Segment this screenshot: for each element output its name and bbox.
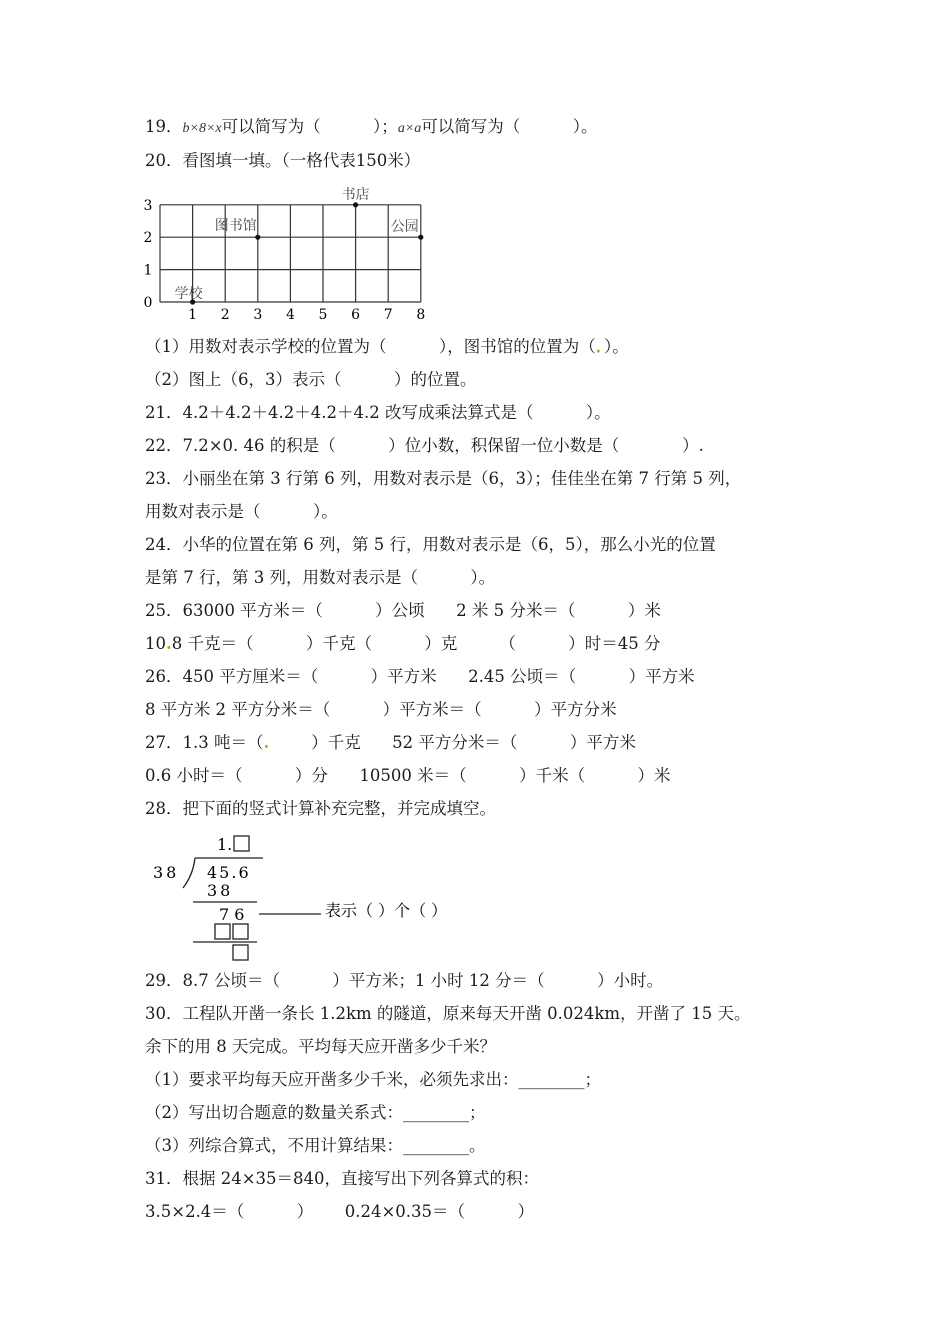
question-23-line2: 用数对表示是（ ）。 [145, 502, 338, 521]
question-26-line1: 26．450 平方厘米＝（ ）平方米 2.45 公顷＝（ ）平方米 [145, 667, 695, 686]
q27-line1-text: ）千克 52 平方分米＝（ ）平方米 [269, 733, 636, 752]
x-tick-label: 8 [416, 307, 426, 323]
q27-line1-mark: . [263, 733, 270, 752]
q19-text-1: 可以简写为（ ）； [221, 117, 398, 136]
q19-text-2: 可以简写为（ ）。 [421, 117, 598, 136]
question-30-sub1: （1）要求平均每天应开凿多少千米，必须先求出：________； [145, 1070, 601, 1089]
place-markers [175, 186, 424, 305]
place-dot [255, 235, 260, 240]
subtract-1: 38 [207, 881, 234, 900]
place-label: 公园 [390, 219, 419, 236]
q20-sub1-end: ）。 [603, 337, 629, 356]
question-27-line1 [145, 732, 636, 754]
x-tick-label: 3 [253, 307, 263, 323]
place-label: 书店 [341, 186, 370, 203]
long-division-diagram [145, 830, 565, 965]
quotient-digits: 1. [217, 835, 233, 854]
question-19 [145, 116, 597, 140]
question-21: 21．4.2＋4.2＋4.2＋4.2＋4.2 改写成乘法算式是（ ）。 [145, 403, 611, 422]
q20-sub1-mark: ． [595, 337, 604, 356]
q25-line2-text: 8 千克＝（ ）千克（ ）克 （ ）时＝45 分 [171, 634, 661, 653]
q27-line1-start: 27．1.3 吨＝（ [145, 733, 264, 752]
question-24-line1: 24．小华的位置在第 6 列，第 5 行，用数对表示是（6，5），那么小光的位置 [145, 535, 716, 554]
x-tick-label: 7 [383, 307, 393, 323]
question-27-line2: 0.6 小时＝（ ）分 10500 米＝（ ）千米（ ）米 [145, 766, 671, 785]
product-blank-box-1 [215, 924, 230, 939]
q25-line2-start: 10 [145, 634, 166, 653]
y-axis-ticks [144, 198, 153, 311]
question-22: 22．7.2×0. 46 的积是（ ）位小数，积保留一位小数是（ ）. [145, 436, 704, 455]
dividend: 45.6 [207, 863, 251, 882]
question-28-title: 28．把下面的竖式计算补充完整，并完成填空。 [145, 799, 496, 818]
product-blank-box-2 [233, 924, 248, 939]
remainder-1: 7 6 [219, 905, 245, 924]
remainder-blank-box [233, 945, 248, 960]
question-31-line1: 31．根据 24×35＝840，直接写出下列各算式的积： [145, 1169, 540, 1188]
q19-expression-1: b×8×x [182, 121, 222, 136]
question-30-sub2: （2）写出切合题意的数量关系式：________； [145, 1103, 486, 1122]
x-tick-label: 6 [351, 307, 361, 323]
question-29: 29．8.7 公顷＝（ ）平方米；1 小时 12 分＝（ ）小时。 [145, 971, 664, 990]
x-tick-label: 4 [285, 307, 295, 323]
question-26-line2: 8 平方米 2 平方分米＝（ ）平方米＝（ ）平方分米 [145, 700, 617, 719]
place-dot [353, 202, 358, 207]
quotient-blank-box [234, 836, 249, 851]
place-dot [418, 235, 423, 240]
y-tick-label: 1 [143, 262, 153, 279]
question-24-line2: 是第 7 行，第 3 列，用数对表示是（ ）。 [145, 568, 496, 587]
coordinate-grid [140, 178, 440, 326]
y-tick-label: 2 [143, 230, 153, 247]
x-tick-label: 2 [220, 307, 230, 323]
question-20-sub1 [145, 336, 629, 358]
x-tick-label: 1 [188, 307, 198, 323]
question-23-line1: 23．小丽坐在第 3 行第 6 列，用数对表示是（6，3）；佳佳坐在第 7 行第 5 列， [145, 469, 742, 488]
place-label: 学校 [174, 286, 203, 302]
question-25-line2 [145, 633, 661, 655]
q19-expression-2: a×a [397, 121, 422, 136]
q20-sub1-text: （1）用数对表示学校的位置为（ ），图书馆的位置为（ [145, 337, 596, 356]
question-25-line1: 25．63000 平方米＝（ ）公顷 2 米 5 分米＝（ ）米 [145, 601, 661, 620]
y-tick-label: 0 [143, 295, 153, 311]
question-20-sub2: （2）图上（6，3）表示（ ）的位置。 [145, 370, 477, 389]
pointer-label: 表示（ ）个（ ） [325, 901, 448, 920]
x-tick-label: 5 [318, 307, 328, 323]
q19-number: 19． [145, 117, 183, 136]
x-axis-ticks [188, 307, 425, 323]
question-30-line1: 30．工程队开凿一条长 1.2km 的隧道，原来每天开凿 0.024km，开凿了 15 天。 [145, 1004, 751, 1023]
question-20-title: 20．看图填一填。（一格代表150米） [145, 151, 421, 170]
question-30-line2: 余下的用 8 天完成。平均每天应开凿多少千米？ [145, 1037, 496, 1056]
division-bracket [183, 858, 195, 888]
divisor: 38 [153, 863, 180, 882]
question-31-line2: 3.5×2.4＝（ ） 0.24×0.35＝（ ） [145, 1202, 534, 1221]
y-tick-label: 3 [143, 197, 153, 214]
q25-line2-mark: . [166, 634, 172, 653]
question-30-sub3: （3）列综合算式，不用计算结果：________。 [145, 1136, 486, 1155]
place-label: 图书馆 [214, 218, 257, 235]
